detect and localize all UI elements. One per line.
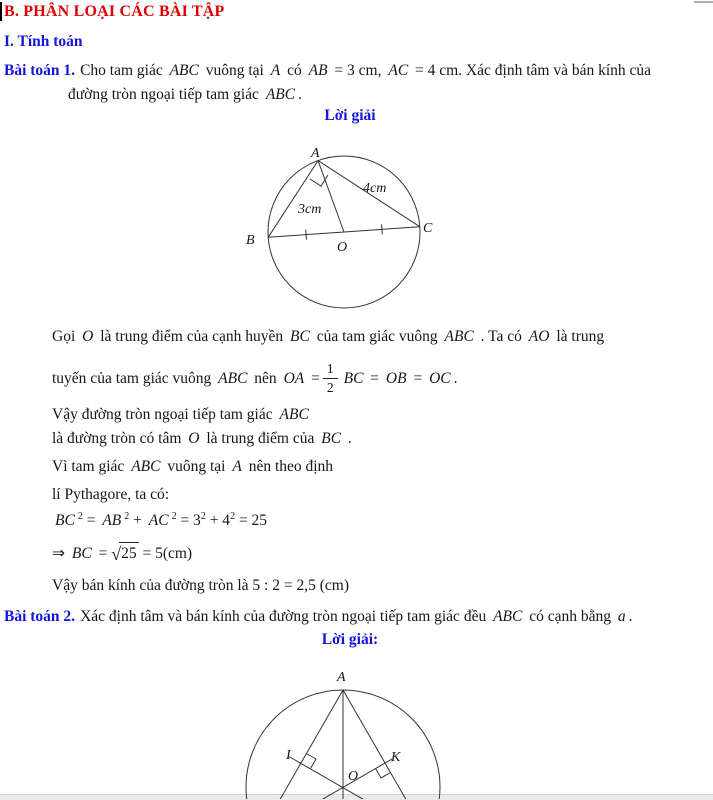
problem2-line [4,606,633,627]
solution1-line4-text: là đường tròn có tâm O là trung điểm của BC . [52,430,352,447]
midpoint-label-k: K [391,750,401,765]
solution1-line2 [52,358,458,398]
fraction-one-half [323,361,338,395]
center-label-o: O [337,240,348,255]
problem2-label: Bài toán 2. [4,608,76,625]
solution1-conclusion: Vậy bán kính của đường tròn là 5 : 2 = 2,5 (cm) [52,577,349,594]
problem1-text-continued: đường tròn ngoại tiếp tam giác ABC . [68,86,302,103]
vertex-label-a: A [311,146,320,161]
solution1-line5 [52,456,333,477]
scrollbar-fragment[interactable] [694,1,713,3]
pythagorean-equation: BC $^2$ = AB $^2$ + AC $^2 = 3^2 + 4^2 = 25$ [55,511,268,529]
section-heading: I. Tính toán [4,33,83,50]
fraction-denominator: 2 [326,379,334,395]
midpoint-label-i: I [286,748,291,763]
text-cursor [0,2,2,21]
side-length-ac: 4cm [363,181,387,196]
solution1-line3 [52,404,312,425]
sqrt-equation-left: ⇒ BC = [52,545,112,562]
center-label-o: O [348,769,359,784]
problem1-text: Cho tam giác ABC vuông tại A có AB = 3 cm, AC = 4 cm. Xác định tâm và bán kính của [80,62,652,79]
solution1-line3-text: Vậy đường tròn ngoại tiếp tam giác ABC [52,406,309,423]
figure-right-triangle-circumcircle [230,140,460,322]
median-ao [318,161,344,232]
problem1-line2 [68,84,302,105]
vertex-label-a: A [337,670,346,685]
page-title: B. PHÂN LOẠI CÁC BÀI TẬP [4,3,225,20]
solution1-line6 [52,484,169,505]
solution1-line7 [52,575,349,596]
vertex-label-b: B [246,233,255,248]
figure-equilateral-triangle-circumcircle [235,662,455,799]
solution1-line2-after-fraction: BC = OB = OC . [343,369,458,387]
fraction-numerator: 1 [323,361,338,379]
sqrt-equation-right: = 5(cm) [138,545,193,562]
solution1-line1 [52,326,604,347]
solution2-heading: Lời giải: [321,631,379,648]
tick-mark-oc [382,224,383,234]
square-root-expression [111,542,138,565]
radicand: 25 [119,542,139,564]
side-length-ab: 3cm [298,202,322,217]
radical-sign: √ [111,544,122,564]
problem2-text: Xác định tâm và bán kính của đường tròn ngoại tiếp tam giác đều ABC có cạnh bằng a . [80,608,633,625]
solution1-line5-text: Vì tam giác ABC vuông tại A nên theo định [52,458,334,475]
right-angle-mark-i [307,754,317,769]
tick-mark-bo [306,230,307,240]
perpendicular-bisector-through-k [259,759,392,799]
problem1-label: Bài toán 1. [4,62,76,79]
solution1-line2-before-fraction: tuyến của tam giác vuông ABC nên OA = [52,369,320,387]
solution1-formula2 [52,542,192,565]
solution1-line4 [52,428,352,449]
solution1-formula1 [52,510,267,533]
side-ab [259,690,343,799]
problem1-line1 [4,60,651,81]
right-angle-mark-k [376,769,391,779]
vertex-label-c: C [423,221,433,236]
solution1-line1-text: Gọi O là trung điểm của cạnh huyền BC của tam giác vuông ABC . Ta có AO là trung [52,328,605,345]
solution1-heading: Lời giải [324,107,376,124]
solution1-line6-text: lí Pythagore, ta có: [52,486,170,503]
